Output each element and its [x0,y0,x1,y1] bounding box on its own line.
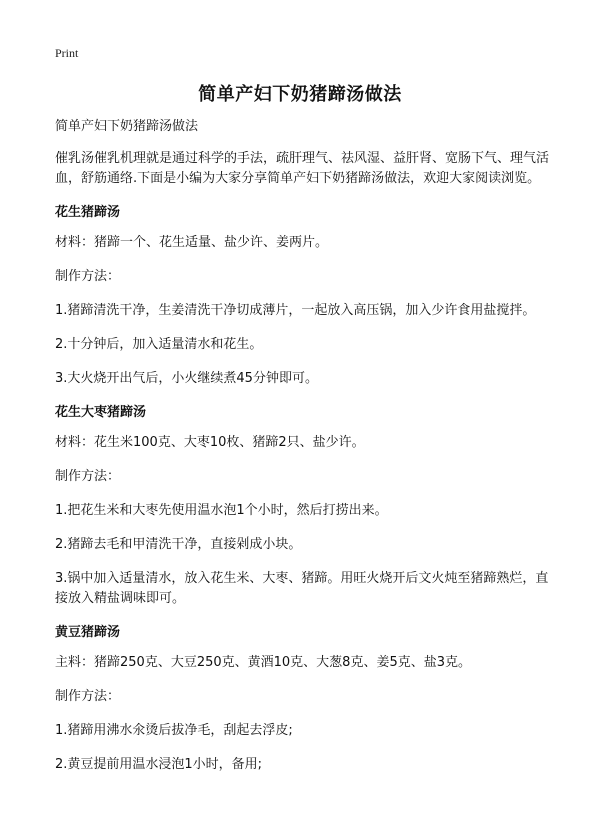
materials-line: 材料：花生米100克、大枣10枚、猪蹄2只、盐少许。 [55,435,365,450]
section-title: 花生猪蹄汤 [55,205,121,220]
article-body [55,117,555,789]
step-item: 2.十分钟后，加入适量清水和花生。 [55,337,263,352]
method-label: 制作方法： [55,269,121,284]
step-item: 3.锅中加入适量清水，放入花生米、大枣、猪蹄。用旺火烧开后文火炖至猪蹄熟烂，直接放入精盐调味即可。 [55,571,549,606]
step-item: 2.猪蹄去毛和甲清洗干净，直接剁成小块。 [55,537,302,552]
step-item: 1.猪蹄用沸水氽烫后拔净毛，刮起去浮皮; [55,723,293,738]
step-item: 1.猪蹄清洗干净，生姜清洗干净切成薄片，一起放入高压锅，加入少许食用盐搅拌。 [55,303,536,318]
step-item: 2.黄豆提前用温水浸泡1小时，备用; [55,757,263,772]
materials-line: 材料：猪蹄一个、花生适量、盐少许、姜两片。 [55,235,329,250]
page-title: 简单产妇下奶猪蹄汤做法 [198,84,402,105]
article-subtitle: 简单产妇下奶猪蹄汤做法 [55,119,199,134]
print-link[interactable]: Print [55,46,79,60]
method-label: 制作方法： [55,469,121,484]
materials-line: 主料：猪蹄250克、大豆250克、黄酒10克、大葱8克、姜5克、盐3克。 [55,655,471,670]
step-item: 1.把花生米和大枣先使用温水泡1个小时，然后打捞出来。 [55,503,388,518]
section-title: 花生大枣猪蹄汤 [55,405,147,420]
section-title: 黄豆猪蹄汤 [55,625,121,640]
method-label: 制作方法： [55,689,121,704]
intro-paragraph: 催乳汤催乳机理就是通过科学的手法，疏肝理气、祛风湿、益肝肾、宽肠下气、理气活血，舒筋通络.下面是小编为大家分享简单产妇下奶猪蹄汤做法，欢迎大家阅读浏览。 [55,151,550,186]
step-item: 3.大火烧开出气后，小火继续煮45分钟即可。 [55,371,318,386]
